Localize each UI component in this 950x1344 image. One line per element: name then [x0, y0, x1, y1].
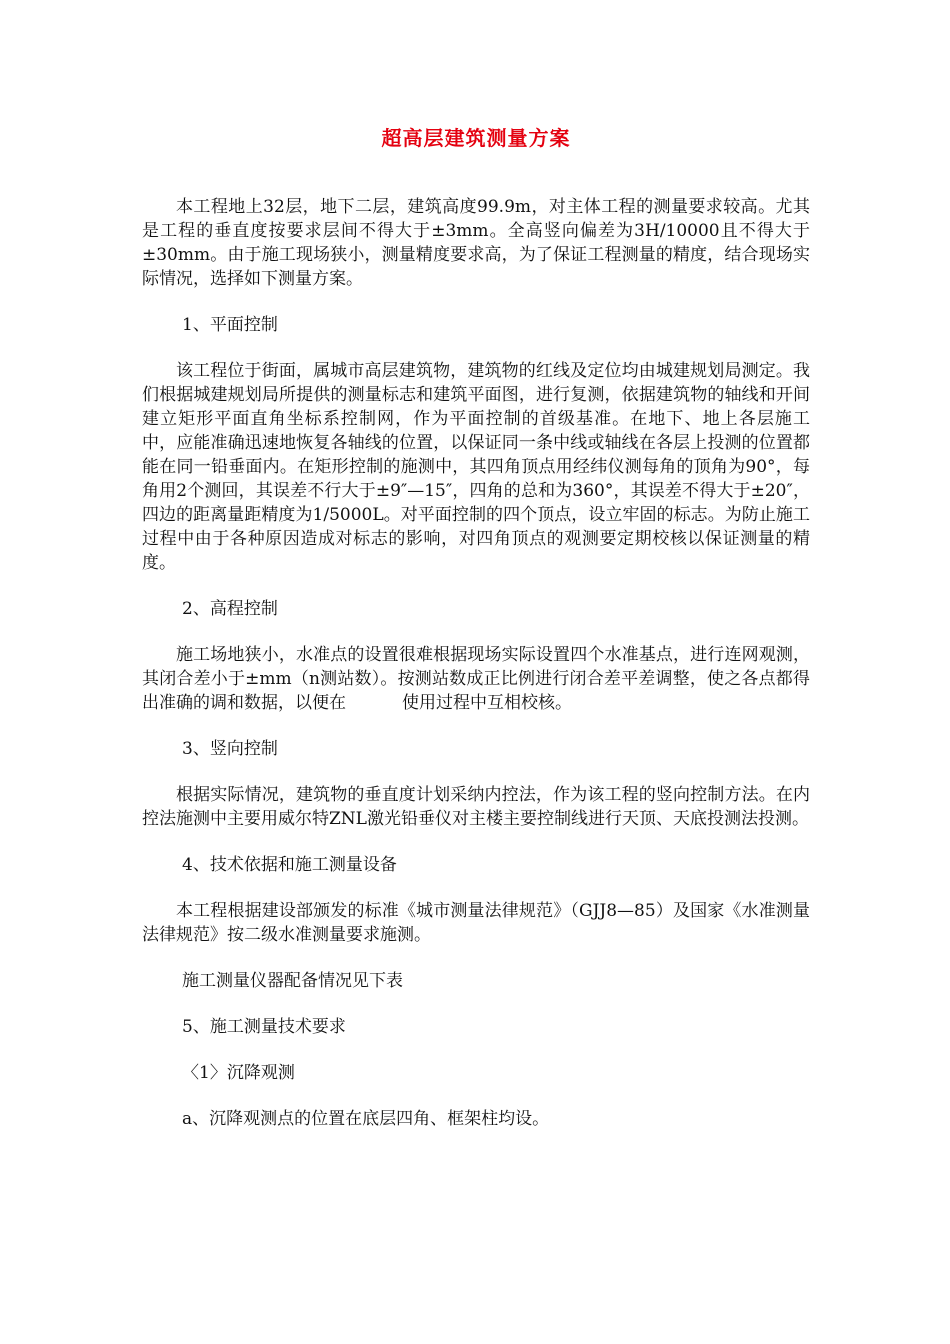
section-1-heading: 1、平面控制 — [182, 315, 278, 335]
section-1-body: 该工程位于街面，属城市高层建筑物，建筑物的红线及定位均由城建规划局测定。我们根据城建规划局所提供的测量标志和建筑平面图，进行复测，依据建筑物的轴线和开间建立矩形平面直角坐标系控制网，作为平面控制的首级基准。在地下、地上各层施工 中，应能准确迅速地恢复各轴线的位置，以保证同一条中线或轴线在各层上投测的位置都能在同一铅垂面内。在矩形控制的施测中，其四角顶点用经纬仪测每角的顶角为90°，每角用2个测回，其误差不行大于±9″—15″，四角的总和为360°，其误差不得大于±20″，四边的距离量距精度为1/5000L。对平面控制的四个顶点，设立牢固的标志。为防止施工过程中由于各种原因造成对标志的影响，对四角顶点的观测要定期校核以保证测量的精度。 — [142, 361, 810, 573]
section-3-heading: 3、竖向控制 — [182, 739, 278, 759]
intro-paragraph: 本工程地上32层，地下二层，建筑高度99.9m，对主体工程的测量要求较高。尤其是工程的垂直度按要求层间不得大于±3mm。全高竖向偏差为3H/10000且不得大于±30mm。由于施工现场狭小，测量精度要求高，为了保证工程测量的精度，结合现场实际情况，选择如下测量方案。 — [142, 197, 810, 289]
section-4-heading: 4、技术依据和施工测量设备 — [182, 855, 397, 875]
section-2-body — [142, 643, 810, 715]
section-5-subheading: 〈1〉沉降观测 — [182, 1063, 295, 1083]
section-2-body-part-b: 使用过程中互相校核。 — [402, 693, 572, 713]
section-2-body-part-a: 施工场地狭小，水准点的设置很难根据现场实际设置四个水准基点，进行连网观测，其闭合差小于±mm（n测站数）。按测站数成正比例进行闭合差平差调整，使之各点都得出准确的调和数据，以便在 — [142, 645, 810, 713]
section-2-heading: 2、高程控制 — [182, 599, 278, 619]
section-5-item-a: a、沉降观测点的位置在底层四角、框架柱均设。 — [182, 1109, 550, 1129]
section-4-note: 施工测量仪器配备情况见下表 — [182, 971, 403, 991]
section-3-body: 根据实际情况，建筑物的垂直度计划采纳内控法，作为该工程的竖向控制方法。在内控法施测中主要用威尔特ZNL激光铅垂仪对主楼主要控制线进行天顶、天底投测法投测。 — [142, 785, 810, 829]
section-5-heading: 5、施工测量技术要求 — [182, 1017, 346, 1037]
section-4-body: 本工程根据建设部颁发的标准《城市测量法律规范》（GJJ8—85）及国家《水准测量法律规范》按二级水准测量要求施测。 — [142, 901, 810, 945]
document-title: 超高层建筑测量方案 — [381, 126, 571, 150]
